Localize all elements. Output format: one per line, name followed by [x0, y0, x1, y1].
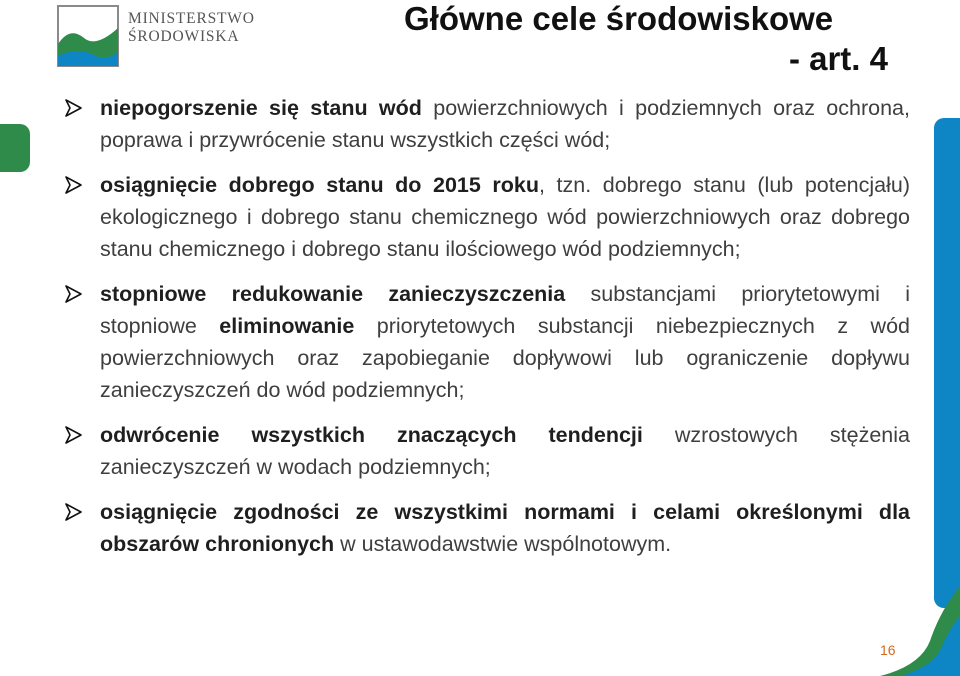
right-accent-bar [934, 118, 960, 608]
arrow-bullet-icon [64, 175, 84, 195]
list-item [64, 496, 910, 560]
list-item [64, 169, 910, 265]
slide-title-subtitle: - art. 4 [788, 40, 888, 77]
ministry-logo [56, 4, 256, 74]
list-item [64, 419, 910, 483]
bullet-bold-text: osiągnięcie dobrego stanu do 2015 roku [100, 173, 539, 197]
bullet-text: powierzchniowych i podziemnych oraz ochrona, poprawa i przywrócenie stanu wszystkich części wód; [100, 96, 910, 152]
bullet-bold-text: osiągnięcie zgodności ze wszystkimi normami i celami określonymi dla obszarów chronionych [100, 500, 910, 556]
logo-line-2: ŚRODOWISKA [128, 28, 240, 45]
bullet-bold-text: niepogorszenie się stanu wód [100, 96, 422, 120]
arrow-bullet-icon [64, 98, 84, 118]
bullet-bold-text: eliminowanie [219, 314, 355, 338]
corner-wave-decoration [880, 586, 960, 676]
ministry-logo-icon [56, 4, 120, 68]
bullet-text: w ustawodawstwie wspólnotowym. [334, 532, 672, 556]
arrow-bullet-icon [64, 425, 84, 445]
list-item [64, 92, 910, 156]
slide-title: Główne cele środowiskowe [404, 0, 834, 37]
arrow-bullet-icon [64, 284, 84, 304]
bullet-text: substancjami priorytetowymi i stopniowe [100, 282, 911, 338]
bullet-text: priorytetowych substancji niebezpiecznych z wód powierzchniowych oraz zapobieganie dopływowi lub ograniczenie dopływu zanieczyszczeń do wód podziemnych; [100, 314, 910, 402]
left-accent-tab [0, 124, 30, 172]
page-number: 16 [880, 642, 896, 658]
bullet-text: , tzn. dobrego stanu (lub potencjału) ekologicznego i dobrego stanu chemicznego wód powierzchniowych oraz dobrego stanu chemicznego i dobrego stanu ilościowego wód podziemnych; [100, 173, 910, 261]
list-item [64, 278, 910, 406]
bullet-bold-text: stopniowe redukowanie zanieczyszczenia [100, 282, 566, 306]
logo-line-1: MINISTERSTWO [128, 10, 255, 27]
bullet-bold-text: odwrócenie wszystkich znaczących tendencji [100, 423, 643, 447]
goals-list [64, 92, 910, 560]
arrow-bullet-icon [64, 502, 84, 522]
bullet-text: wzrostowych stężenia zanieczyszczeń w wodach podziemnych; [100, 423, 910, 479]
